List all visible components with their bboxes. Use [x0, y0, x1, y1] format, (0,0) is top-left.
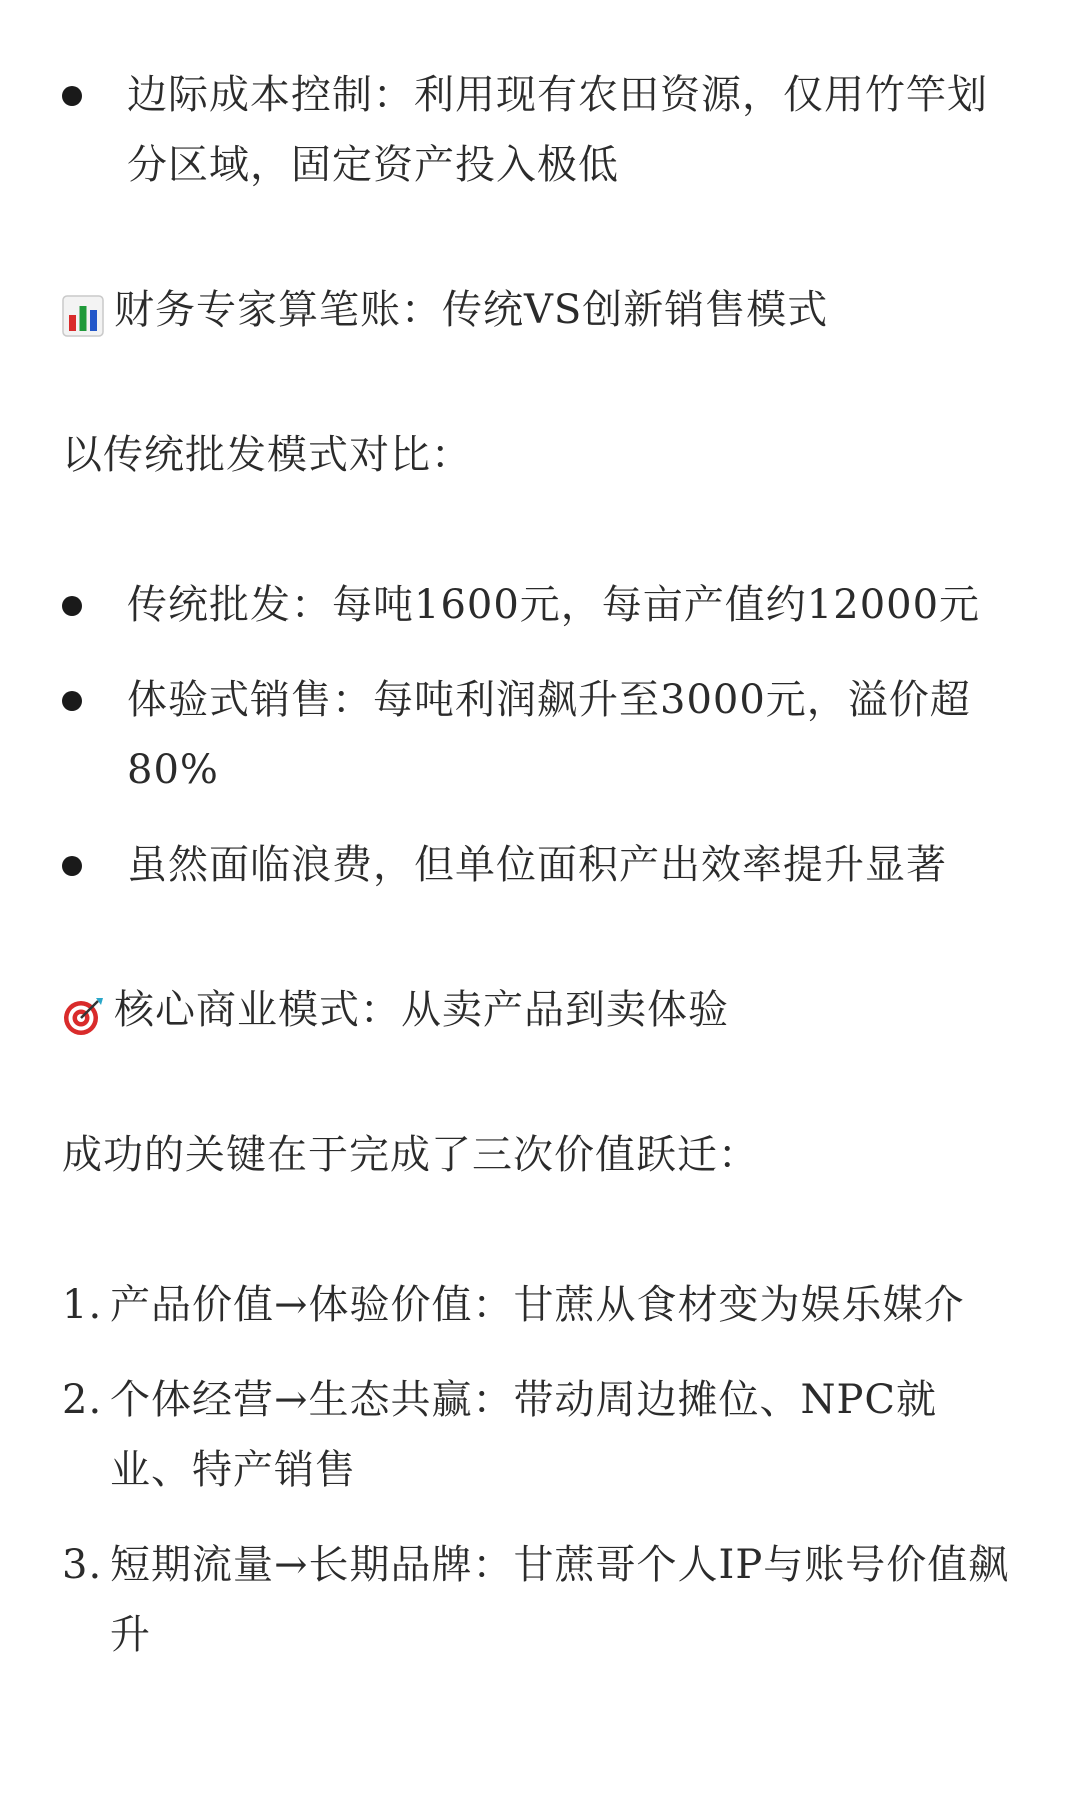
bar-chart-icon	[62, 289, 104, 331]
model-numbered-list	[62, 1270, 1018, 1670]
bullet-dot-icon	[62, 596, 82, 616]
list-item	[62, 60, 1018, 200]
section-heading: 核心商业模式：从卖产品到卖体验	[114, 987, 729, 1033]
section-heading: 财务专家算笔账：传统VS创新销售模式	[114, 287, 829, 333]
model-heading	[62, 975, 1018, 1045]
list-item	[62, 665, 1018, 805]
model-intro: 成功的关键在于完成了三次价值跃迁：	[62, 1132, 759, 1178]
finance-bullet-list	[62, 570, 1018, 900]
list-number: 1.	[62, 1282, 103, 1328]
list-number: 2.	[62, 1377, 103, 1423]
list-item	[62, 1270, 1018, 1340]
list-item	[62, 830, 1018, 900]
list-item-text: 个体经营→生态共赢：带动周边摊位、NPC就业、特产销售	[110, 1377, 938, 1493]
target-dart-icon	[62, 989, 104, 1031]
list-item-text: 短期流量→长期品牌：甘蔗哥个人IP与账号价值飙升	[110, 1542, 1010, 1658]
top-bullet-list	[62, 60, 1018, 200]
list-item-text: 边际成本控制：利用现有农田资源，仅用竹竿划分区域，固定资产投入极低	[127, 72, 988, 188]
finance-heading	[62, 275, 1018, 345]
list-item-text: 产品价值→体验价值：甘蔗从食材变为娱乐媒介	[110, 1282, 965, 1328]
finance-intro: 以传统批发模式对比：	[62, 432, 472, 478]
list-item	[62, 1530, 1018, 1670]
list-item	[62, 570, 1018, 640]
bullet-dot-icon	[62, 691, 82, 711]
list-item	[62, 1365, 1018, 1505]
bullet-dot-icon	[62, 86, 82, 106]
list-item-text: 传统批发：每吨1600元，每亩产值约12000元	[127, 582, 981, 628]
list-number: 3.	[62, 1542, 103, 1588]
bullet-dot-icon	[62, 856, 82, 876]
list-item-text: 虽然面临浪费，但单位面积产出效率提升显著	[127, 842, 947, 888]
list-item-text: 体验式销售：每吨利润飙升至3000元，溢价超80%	[127, 677, 971, 793]
